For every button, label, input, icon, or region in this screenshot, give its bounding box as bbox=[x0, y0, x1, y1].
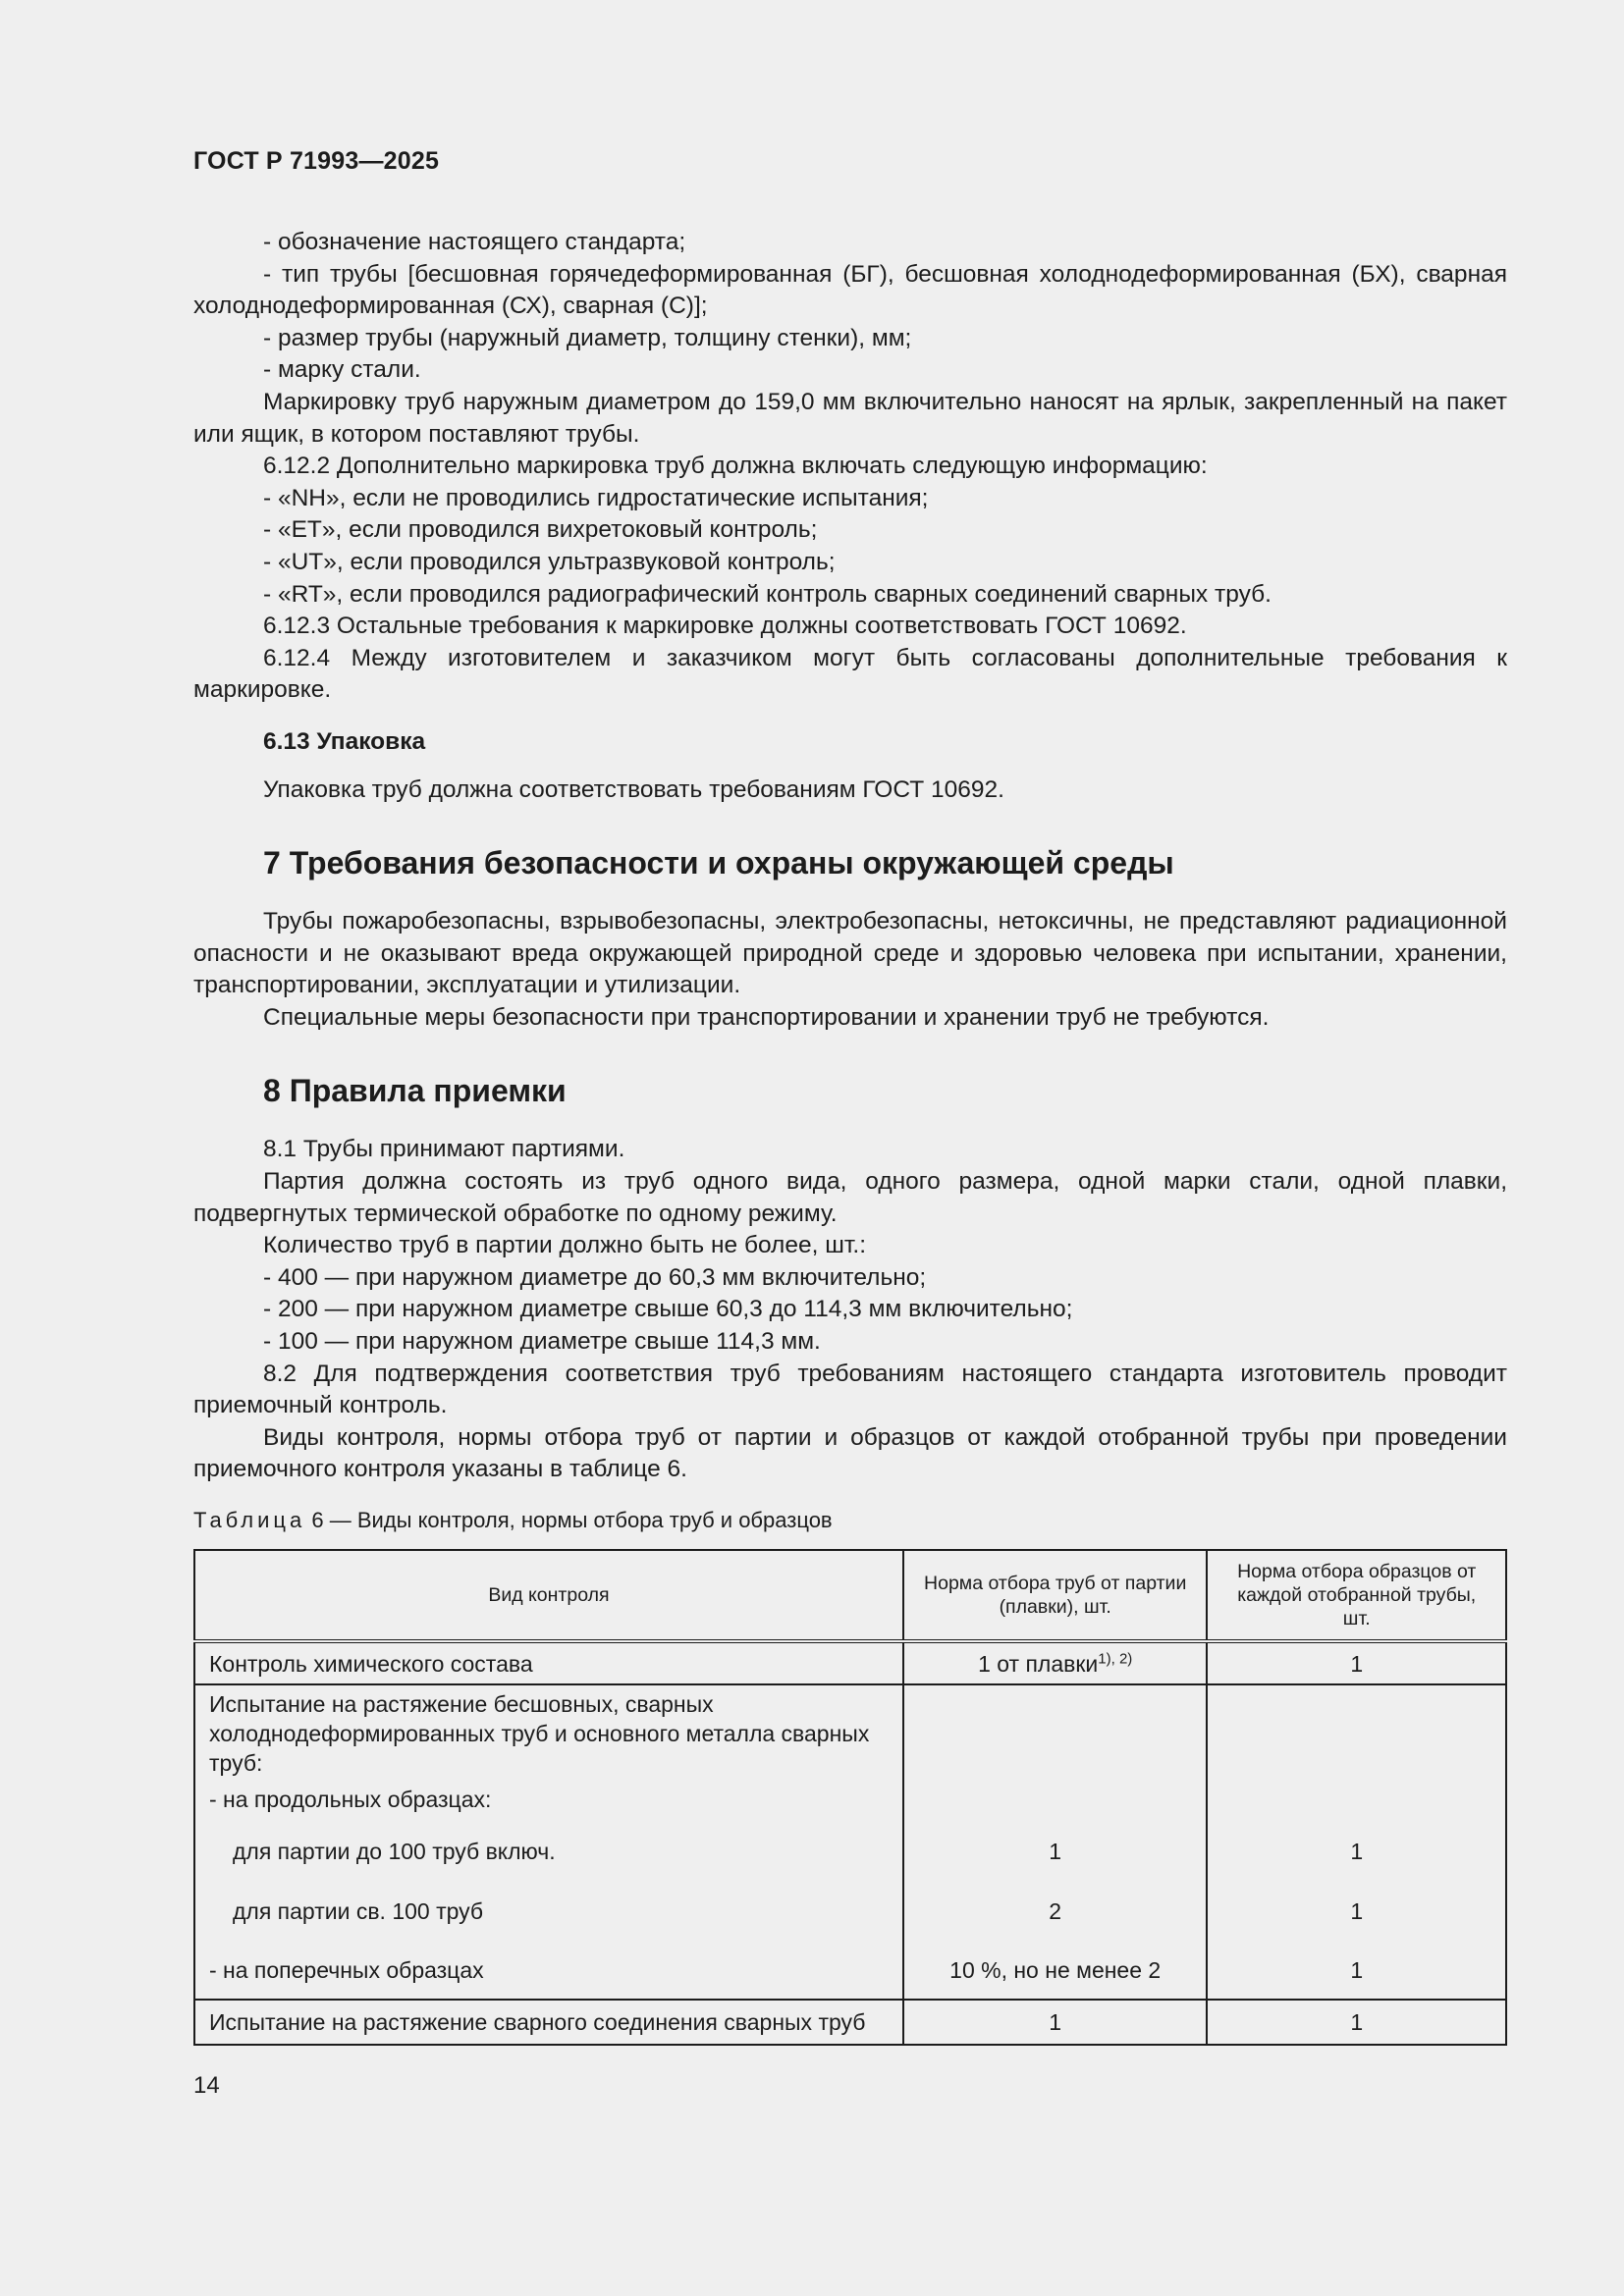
table-cell: 1 bbox=[1207, 1821, 1506, 1882]
table-cell: - на поперечных образцах bbox=[194, 1941, 903, 2000]
paragraph: - 200 — при наружном диаметре свыше 60,3 до 114,3 мм включительно; bbox=[263, 1296, 1073, 1323]
paragraph: 8.2 Для подтверждения соответствия труб требованиям настоящего стандарта изготовитель проводит приемочный контроль. bbox=[193, 1360, 1507, 1419]
paragraph: 6.12.3 Остальные требования к маркировке должны соответствовать ГОСТ 10692. bbox=[263, 613, 1187, 640]
table-cell: для партии до 100 труб включ. bbox=[194, 1821, 903, 1882]
table-row bbox=[194, 1821, 1506, 1882]
table-caption-title: 6 — Виды контроля, нормы отбора труб и образцов bbox=[305, 1508, 833, 1532]
paragraph: 8.1 Трубы принимают партиями. bbox=[263, 1136, 625, 1163]
table-cell: 10 %, но не менее 2 bbox=[903, 1941, 1208, 2000]
table-cell: 1 bbox=[1207, 1641, 1506, 1684]
table-cell: 1 bbox=[903, 1821, 1208, 1882]
paragraph: - «UT», если проводился ультразвуковой контроль; bbox=[263, 548, 836, 575]
page-number: 14 bbox=[193, 2072, 220, 2099]
table-cell bbox=[903, 1641, 1208, 1684]
table-cell: 1 bbox=[1207, 1882, 1506, 1941]
sampling-table bbox=[193, 1549, 1507, 2046]
section-heading-7: 7 Требования безопасности и охраны окружающей среды bbox=[263, 845, 1174, 881]
table-cell: 1 bbox=[903, 2000, 1208, 2045]
table-cell bbox=[903, 1684, 1208, 1778]
paragraph: Виды контроля, нормы отбора труб от партии и образцов от каждой отобранной трубы при проведении приемочного контроля указаны в таблице 6. bbox=[193, 1423, 1507, 1483]
table-header-row bbox=[194, 1550, 1506, 1641]
paragraph: - тип трубы [бесшовная горячедеформированная (БГ), бесшовная холоднодеформированная (БХ), сварная холоднодеформированная (СХ), сварная (С)]; bbox=[193, 260, 1507, 320]
document-header: ГОСТ Р 71993—2025 bbox=[193, 147, 440, 175]
footnote-ref: 1), 2) bbox=[1098, 1649, 1133, 1667]
table-cell bbox=[1207, 1684, 1506, 1778]
table-caption-label: Таблица bbox=[193, 1508, 306, 1532]
paragraph: - «ET», если проводился вихретоковый контроль; bbox=[263, 516, 818, 544]
table-header-cell: Норма отбора труб от партии (плавки), шт. bbox=[903, 1550, 1208, 1641]
table-header-cell: Вид контроля bbox=[194, 1550, 903, 1641]
table-cell: для партии св. 100 труб bbox=[194, 1882, 903, 1941]
table-row bbox=[194, 1641, 1506, 1684]
table-cell: Испытание на растяжение бесшовных, сварных холоднодеформированных труб и основного металла сварных труб: bbox=[194, 1684, 903, 1778]
paragraph: - обозначение настоящего стандарта; bbox=[263, 229, 686, 255]
paragraph: 6.12.4 Между изготовителем и заказчиком могут быть согласованы дополнительные требования к маркировке. bbox=[193, 644, 1507, 704]
paragraph: Упаковка труб должна соответствовать требованиям ГОСТ 10692. bbox=[263, 775, 1004, 803]
table-cell: Контроль химического состава bbox=[194, 1641, 903, 1684]
paragraph: Специальные меры безопасности при транспортировании и хранении труб не требуются. bbox=[263, 1003, 1270, 1031]
paragraph: - 400 — при наружном диаметре до 60,3 мм включительно; bbox=[263, 1263, 927, 1291]
table-cell bbox=[903, 1778, 1208, 1821]
paragraph: Маркировку труб наружным диаметром до 159,0 мм включительно наносят на ярлык, закрепленный на пакет или ящик, в котором поставляют трубы. bbox=[193, 388, 1507, 448]
table-cell: Испытание на растяжение сварного соединения сварных труб bbox=[194, 2000, 903, 2045]
table-row bbox=[194, 1941, 1506, 2000]
paragraph: - 100 — при наружном диаметре свыше 114,3 мм. bbox=[263, 1328, 821, 1356]
section-heading-6-13: 6.13 Упаковка bbox=[263, 727, 426, 755]
paragraph: - размер трубы (наружный диаметр, толщину стенки), мм; bbox=[263, 324, 912, 351]
table-cell: - на продольных образцах: bbox=[194, 1778, 903, 1821]
paragraph: - «NH», если не проводились гидростатические испытания; bbox=[263, 484, 929, 511]
section-heading-8: 8 Правила приемки bbox=[263, 1073, 567, 1109]
table-caption bbox=[193, 1506, 1507, 1535]
table-row bbox=[194, 1684, 1506, 1778]
table-cell: 1 bbox=[1207, 1941, 1506, 2000]
table-header-cell: Норма отбора образцов от каждой отобранной трубы, шт. bbox=[1207, 1550, 1506, 1641]
page-content bbox=[193, 227, 1507, 2046]
cell-value: 1 от плавки bbox=[978, 1650, 1099, 1677]
table-cell: 2 bbox=[903, 1882, 1208, 1941]
paragraph: Количество труб в партии должно быть не более, шт.: bbox=[263, 1232, 866, 1259]
table-cell: 1 bbox=[1207, 2000, 1506, 2045]
paragraph: - марку стали. bbox=[263, 356, 421, 384]
table-row bbox=[194, 1778, 1506, 1821]
paragraph: Трубы пожаробезопасны, взрывобезопасны, электробезопасны, нетоксичны, не представляют радиационной опасности и не оказывают вреда окружающей природной среде и здоровью человека при испытании, хранении, транспортировании, эксплуатации и утилизации. bbox=[193, 908, 1507, 999]
table-row bbox=[194, 2000, 1506, 2045]
paragraph: - «RT», если проводился радиографический контроль сварных соединений сварных труб. bbox=[263, 580, 1272, 608]
paragraph: Партия должна состоять из труб одного вида, одного размера, одной марки стали, одной плавки, подвергнутых термической обработке по одному режиму. bbox=[193, 1168, 1507, 1227]
paragraph: 6.12.2 Дополнительно маркировка труб должна включать следующую информацию: bbox=[263, 453, 1208, 480]
table-row bbox=[194, 1882, 1506, 1941]
table-cell bbox=[1207, 1778, 1506, 1821]
